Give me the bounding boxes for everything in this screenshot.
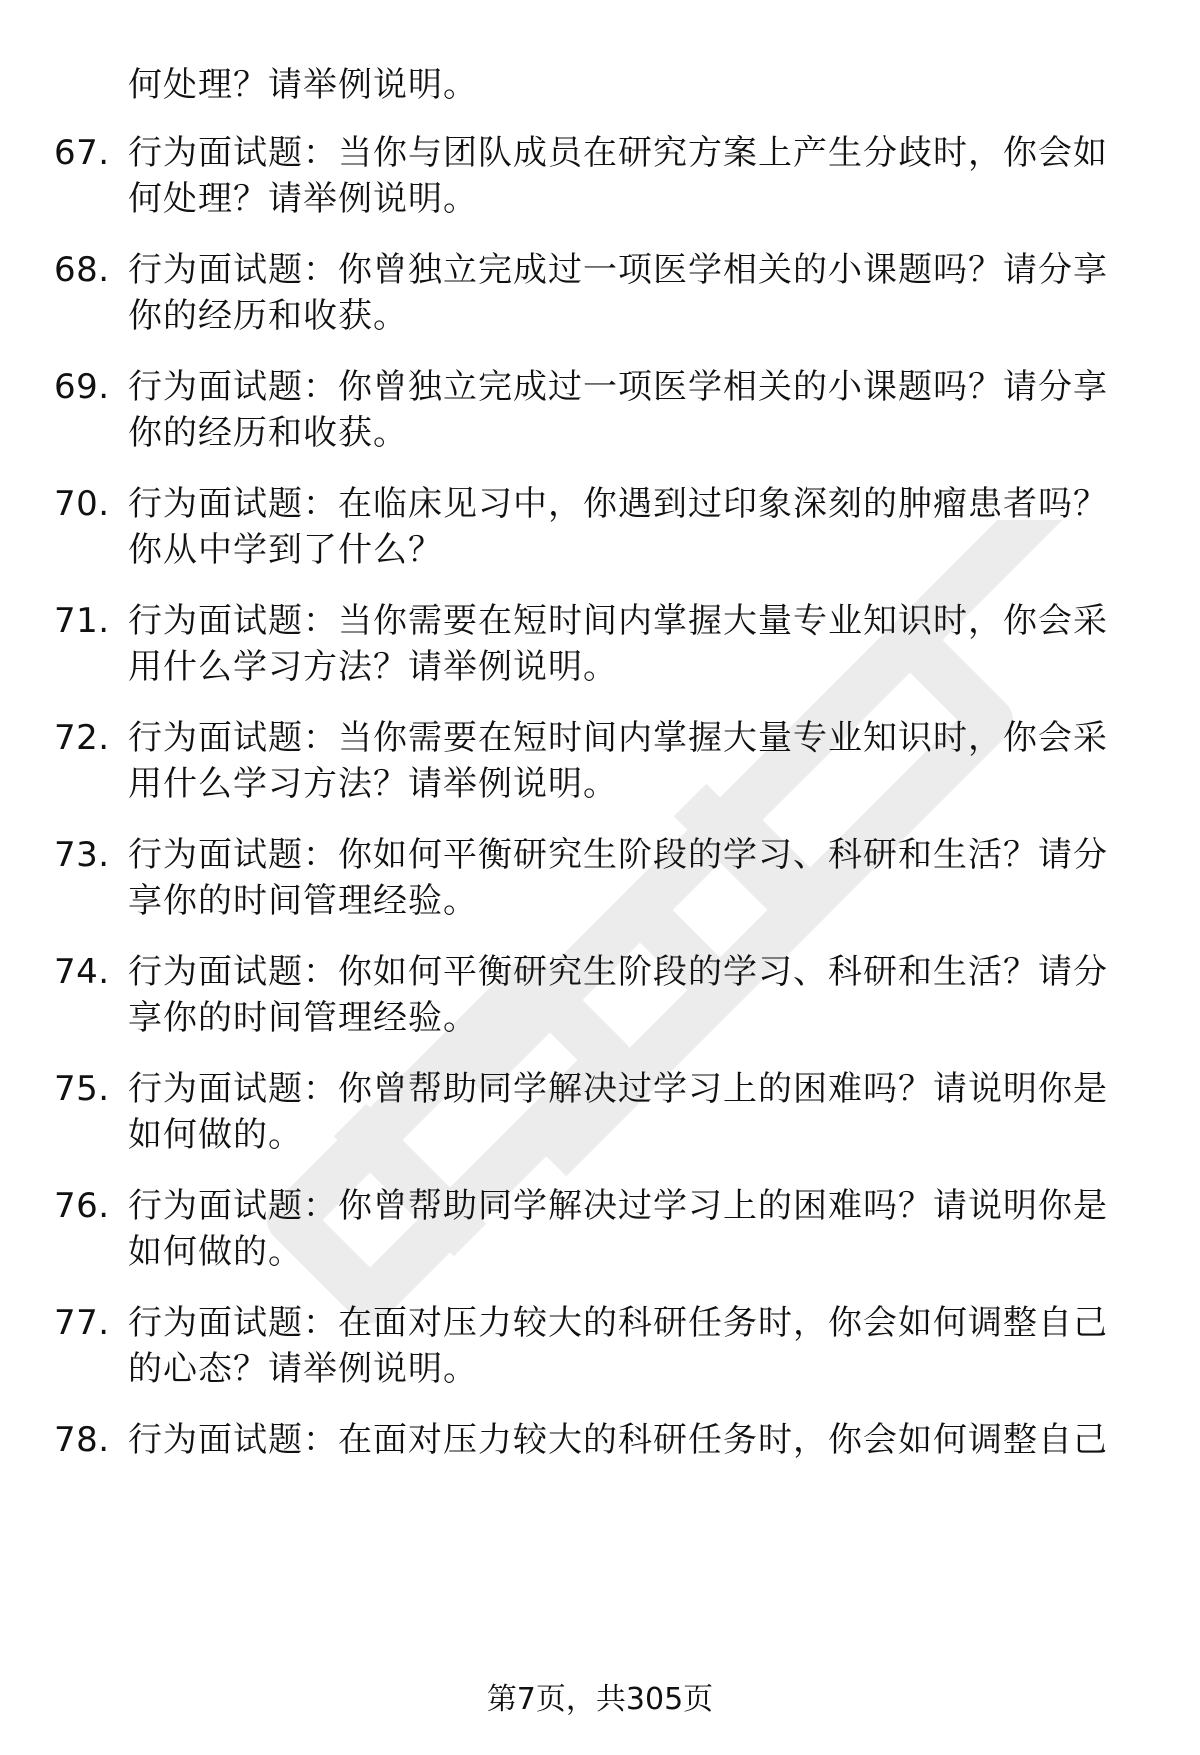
list-item [0,1066,1200,1166]
item-text-line: 何处理？请举例说明。 [128,179,478,219]
item-number: 73. [54,835,110,875]
item-number: 69. [54,367,110,407]
item-text [128,130,1138,222]
item-text-line: 你从中学到了什么？ [128,530,443,570]
list-item [0,598,1200,698]
item-number: 77. [54,1303,110,1343]
item-text [128,364,1138,456]
item-number: 75. [54,1069,110,1109]
item-text-line: 行为面试题：在临床见习中，你遇到过印象深刻的肿瘤患者吗？ [128,484,1108,524]
item-text-line: 行为面试题：在面对压力较大的科研任务时，你会如何调整自己 [128,1420,1108,1460]
item-text-line: 你的经历和收获。 [128,296,408,336]
item-text-line: 行为面试题：你曾帮助同学解决过学习上的困难吗？请说明你是 [128,1069,1108,1109]
list-item [0,715,1200,815]
item-number: 72. [54,718,110,758]
item-text-line: 行为面试题：你曾独立完成过一项医学相关的小课题吗？请分享 [128,367,1108,407]
item-text-line: 行为面试题：你如何平衡研究生阶段的学习、科研和生活？请分 [128,835,1108,875]
item-text [128,481,1138,573]
item-number: 67. [54,133,110,173]
item-text-line: 行为面试题：当你需要在短时间内掌握大量专业知识时，你会采 [128,601,1108,641]
item-text-line: 如何做的。 [128,1232,303,1272]
item-text-line: 用什么学习方法？请举例说明。 [128,764,618,804]
list-item [0,1300,1200,1400]
item-text-line: 享你的时间管理经验。 [128,881,478,921]
item-text [128,715,1138,807]
item-text-line: 用什么学习方法？请举例说明。 [128,647,618,687]
item-number: 76. [54,1186,110,1226]
list-item [0,130,1200,230]
list-item [0,247,1200,347]
item-text-line: 行为面试题：你曾独立完成过一项医学相关的小课题吗？请分享 [128,250,1108,290]
item-text-line: 行为面试题：你如何平衡研究生阶段的学习、科研和生活？请分 [128,952,1108,992]
list-item [0,949,1200,1049]
item-number: 68. [54,250,110,290]
item-number: 74. [54,952,110,992]
list-item [0,832,1200,932]
item-text [128,832,1138,924]
item-text-line: 行为面试题：在面对压力较大的科研任务时，你会如何调整自己 [128,1303,1108,1343]
item-text [128,1417,1138,1463]
list-item [0,1183,1200,1283]
item-text [128,598,1138,690]
item-text-line: 行为面试题：当你与团队成员在研究方案上产生分歧时，你会如 [128,133,1108,173]
item-number: 70. [54,484,110,524]
item-text-line: 享你的时间管理经验。 [128,998,478,1038]
list-item [0,364,1200,464]
page-footer: 第7页，共305页 [486,1682,714,1717]
item-text [128,949,1138,1041]
continued-question-line: 何处理？请举例说明。 [128,65,478,105]
item-text-line: 行为面试题：你曾帮助同学解决过学习上的困难吗？请说明你是 [128,1186,1108,1226]
item-text-line: 的心态？请举例说明。 [128,1349,478,1389]
item-text [128,1183,1138,1275]
item-text-line: 你的经历和收获。 [128,413,408,453]
item-text-line: 如何做的。 [128,1115,303,1155]
item-text [128,1300,1138,1392]
item-number: 71. [54,601,110,641]
item-text-line: 行为面试题：当你需要在短时间内掌握大量专业知识时，你会采 [128,718,1108,758]
item-text [128,247,1138,339]
item-text [128,1066,1138,1158]
list-item [0,481,1200,581]
item-number: 78. [54,1420,110,1460]
list-item [0,1417,1200,1517]
